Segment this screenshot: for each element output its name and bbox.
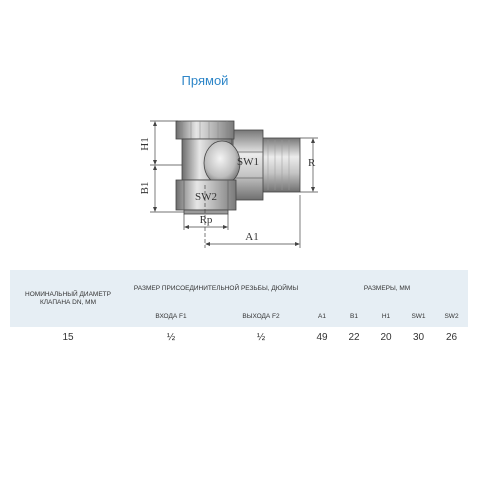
cell-h1: 20 [380,331,392,343]
subheader-outlet: ВЫХОДА F2 [216,307,306,327]
page-title: Прямой [181,73,229,88]
a1-label: A1 [245,231,259,243]
cell-sw2: 26 [445,331,458,343]
subheader-inlet: ВХОДА F1 [126,307,216,327]
h1-label: H1 [139,137,151,151]
subheader-h1: H1 [370,307,402,327]
cell-inlet: ½ [166,331,176,343]
spec-table [10,270,468,347]
subheader-a1: A1 [306,307,338,327]
sw2-label: SW2 [195,191,217,203]
subheader-sw2: SW2 [435,307,468,327]
table-header-row [10,270,468,307]
subheader-b1: B1 [338,307,370,327]
r-label: R [308,157,316,169]
header-dn: НОМИНАЛЬНЫЙ ДИАМЕТР КЛАПАНА DN, ММ [10,270,126,327]
cell-a1: 49 [316,331,328,343]
header-thread: РАЗМЕР ПРИСОЕДИНИТЕЛЬНОЙ РЕЗЬБЫ, ДЮЙМЫ [126,270,306,307]
table-row [10,327,468,347]
b1-label: B1 [139,181,151,195]
sw1-label: SW1 [237,156,259,168]
cell-b1: 22 [348,331,360,343]
cell-dn: 15 [62,331,74,343]
rp-label: Rp [199,214,213,226]
subheader-sw1: SW1 [402,307,435,327]
cell-outlet: ½ [256,331,266,343]
header-dimensions: РАЗМЕРЫ, ММ [306,270,468,307]
cell-sw1: 30 [412,331,425,343]
